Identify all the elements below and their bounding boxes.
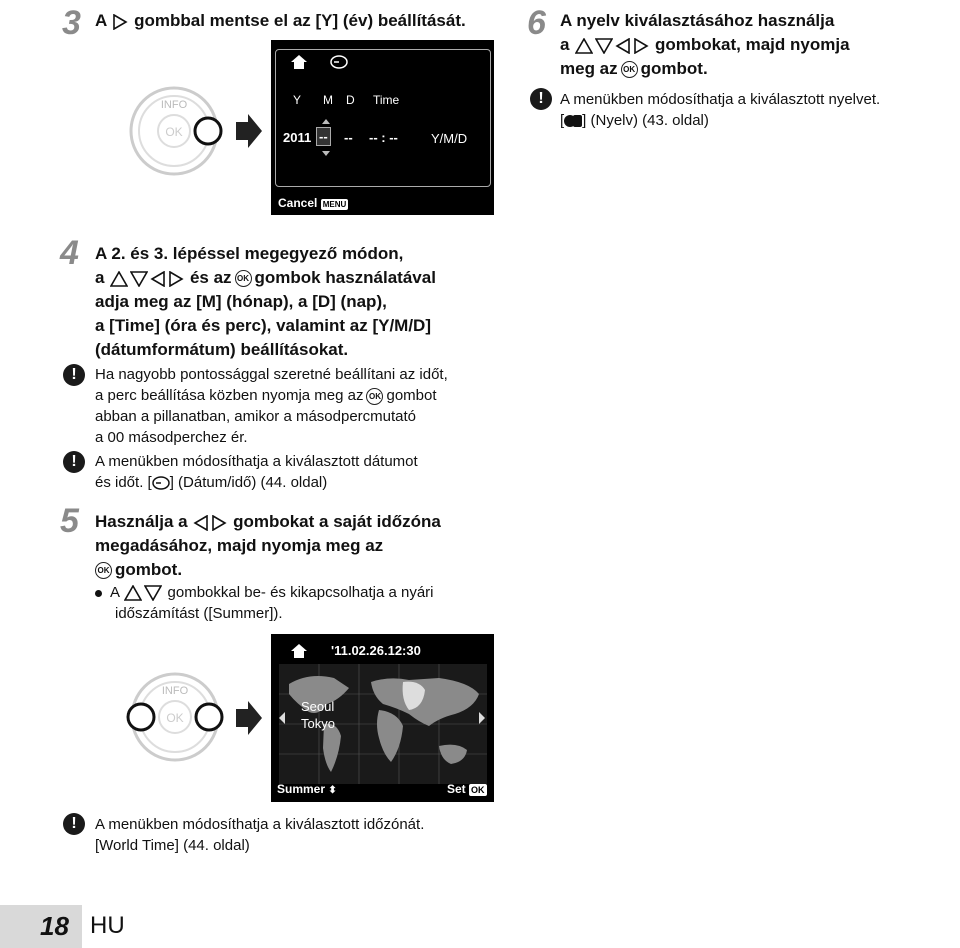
up-triangle-icon	[575, 38, 593, 54]
right-triangle-icon	[211, 515, 227, 531]
note-6-l2b: ] (Nyelv) (43. oldal)	[582, 112, 709, 129]
step-6-line-1: A nyelv kiválasztásához használja	[560, 11, 835, 30]
step-3-text-a: A	[95, 11, 107, 30]
arrow-right-icon	[236, 114, 262, 148]
down-triangle-icon	[130, 271, 148, 287]
summer-label	[277, 782, 337, 796]
dial-info-label: INFO	[160, 99, 188, 111]
up-triangle-icon	[110, 271, 128, 287]
step-4-line-3: adja meg az [M] (hónap), a [D] (nap),	[95, 292, 387, 311]
note-6-line-1: A menükben módosíthatja a kiválasztott nyelvet.	[560, 91, 881, 108]
right-arrow-icon	[112, 14, 128, 30]
left-triangle-icon	[193, 515, 209, 531]
step-6-l3b: gombot.	[640, 59, 708, 78]
page-number: 18	[40, 911, 69, 941]
time-field: -- : --	[369, 130, 398, 145]
note-5	[95, 814, 424, 856]
step-4-line-4: a [Time] (óra és perc), valamint az [Y/M/D]	[95, 316, 431, 335]
note-4b-line-1: A menükben módosíthatja a kiválasztott dátumot	[95, 453, 418, 470]
label-time: Time	[373, 93, 400, 107]
note-6-line-2	[560, 110, 880, 131]
step-4-line-5: (dátumformátum) beállításokat.	[95, 340, 349, 359]
ok-button-icon: OK	[95, 562, 112, 579]
step-4-l2c: gombok használatával	[254, 268, 436, 287]
down-arrow-icon	[322, 151, 330, 156]
note-4a-line-3: abban a pillanatban, amikor a másodpercmutató	[95, 408, 417, 425]
step-6-line-2	[560, 33, 850, 57]
dial-ok-label: OK	[165, 125, 183, 139]
step-5-l3: gombot.	[115, 560, 183, 579]
bullet-line-1	[95, 582, 434, 603]
note-4a-line-4: a 00 másodperchez ér.	[95, 429, 248, 446]
clock-icon	[330, 55, 348, 69]
step-4-l2a: a	[95, 268, 105, 287]
ok-key-badge: OK	[471, 785, 485, 795]
ok-button-icon: OK	[235, 270, 252, 287]
step-4-line-1: A 2. és 3. lépéssel megegyező módon,	[95, 244, 404, 263]
note-6	[560, 89, 880, 131]
step-3-instruction	[95, 9, 466, 33]
step-6-l2a: a	[560, 35, 570, 54]
ok-button-icon: OK	[621, 61, 638, 78]
step-4-line-2	[95, 266, 436, 290]
day-field: --	[344, 130, 353, 145]
up-arrow-icon	[322, 119, 330, 124]
bullet-line-2: időszámítást ([Summer]).	[115, 605, 283, 622]
note-5-line-2: [World Time] (44. oldal)	[95, 837, 250, 854]
bullet-dot	[95, 590, 102, 597]
step-5-l1b: gombokat a saját időzóna	[233, 512, 441, 531]
dial-info-label: INFO	[161, 685, 189, 697]
step-5-line-3	[95, 558, 441, 582]
cancel-text: Cancel	[278, 196, 318, 210]
step-5-l1a: Használja a	[95, 512, 188, 531]
step-6-instruction	[560, 9, 850, 81]
note-5-line-1: A menükben módosíthatja a kiválasztott időzónát.	[95, 816, 425, 833]
warning-icon: !	[63, 364, 85, 386]
step-3-text-b: gombbal mentse el az [Y] (év) beállítását.	[134, 11, 466, 30]
up-down-icon: ⬍	[328, 785, 337, 796]
step-5-number: 5	[60, 502, 79, 540]
step-4-l2b: és az	[189, 268, 232, 287]
step-4-instruction	[95, 242, 436, 362]
summer-text: Summer	[277, 782, 326, 796]
down-triangle-icon	[144, 585, 162, 601]
home-icon	[291, 55, 307, 69]
language-icon	[564, 114, 582, 128]
note-4a-line-2	[95, 385, 448, 406]
step-5-line-2: megadásához, majd nyomja meg az	[95, 536, 384, 555]
right-arrow-icon[interactable]	[479, 712, 485, 724]
step-5-instruction	[95, 510, 441, 582]
camera-dial-1	[126, 86, 226, 176]
year-value: 2011	[283, 130, 312, 145]
note-4b-l2a: és időt. [	[95, 474, 152, 491]
note-4b-line-2	[95, 472, 418, 493]
bullet-1b: gombokkal be- és kikapcsolhatja a nyári	[167, 584, 434, 601]
label-month: M	[323, 93, 333, 107]
clock-icon	[152, 476, 170, 490]
up-triangle-icon	[124, 585, 142, 601]
note-4a-l2b: gombot	[386, 387, 437, 404]
arrow-right-icon	[236, 701, 262, 735]
step-3-number: 3	[62, 4, 81, 42]
cancel-label	[278, 196, 348, 210]
step-6-l3a: meg az	[560, 59, 618, 78]
note-4a-line-1: Ha nagyobb pontossággal szeretné beállítani az időt,	[95, 366, 448, 383]
down-triangle-icon	[595, 38, 613, 54]
left-triangle-icon	[615, 38, 631, 54]
month-field-selected[interactable]: --	[316, 127, 331, 146]
step-6-number: 6	[527, 4, 546, 42]
camera-dial-2	[120, 672, 230, 762]
step-6-line-3	[560, 57, 850, 81]
city-seoul: Seoul	[301, 699, 335, 714]
right-triangle-icon	[633, 38, 649, 54]
step-6-l2b: gombokat, majd nyomja	[654, 35, 850, 54]
home-icon	[291, 644, 307, 658]
bullet-1a: A	[110, 584, 120, 601]
right-triangle-icon	[168, 271, 184, 287]
ok-button-icon: OK	[366, 388, 383, 405]
left-arrow-icon[interactable]	[279, 712, 285, 724]
warning-icon: !	[63, 813, 85, 835]
world-time-screen	[271, 634, 494, 802]
left-triangle-icon	[150, 271, 166, 287]
step-4-number: 4	[60, 234, 79, 272]
step-5-line-1	[95, 510, 441, 534]
city-tokyo: Tokyo	[301, 716, 335, 731]
dial-ok-label: OK	[166, 711, 184, 725]
note-6-l2a: [	[560, 112, 565, 129]
language-code: HU	[90, 912, 125, 939]
note-4b	[95, 451, 418, 493]
label-year: Y	[293, 93, 302, 107]
warning-icon: !	[530, 88, 552, 110]
note-4a	[95, 364, 448, 448]
set-label	[447, 782, 487, 796]
menu-key-badge: MENU	[322, 200, 347, 209]
label-day: D	[346, 93, 355, 107]
step-5-bullet	[95, 582, 434, 624]
world-datetime: '11.02.26.12:30	[331, 643, 421, 658]
screen-panel	[275, 49, 491, 187]
note-4a-l2a: a perc beállítása közben nyomja meg az	[95, 387, 364, 404]
set-text: Set	[447, 782, 466, 796]
warning-icon: !	[63, 451, 85, 473]
note-4b-l2b: ] (Dátum/idő) (44. oldal)	[169, 474, 328, 491]
date-time-screen	[271, 40, 494, 215]
format-field: Y/M/D	[431, 131, 468, 146]
